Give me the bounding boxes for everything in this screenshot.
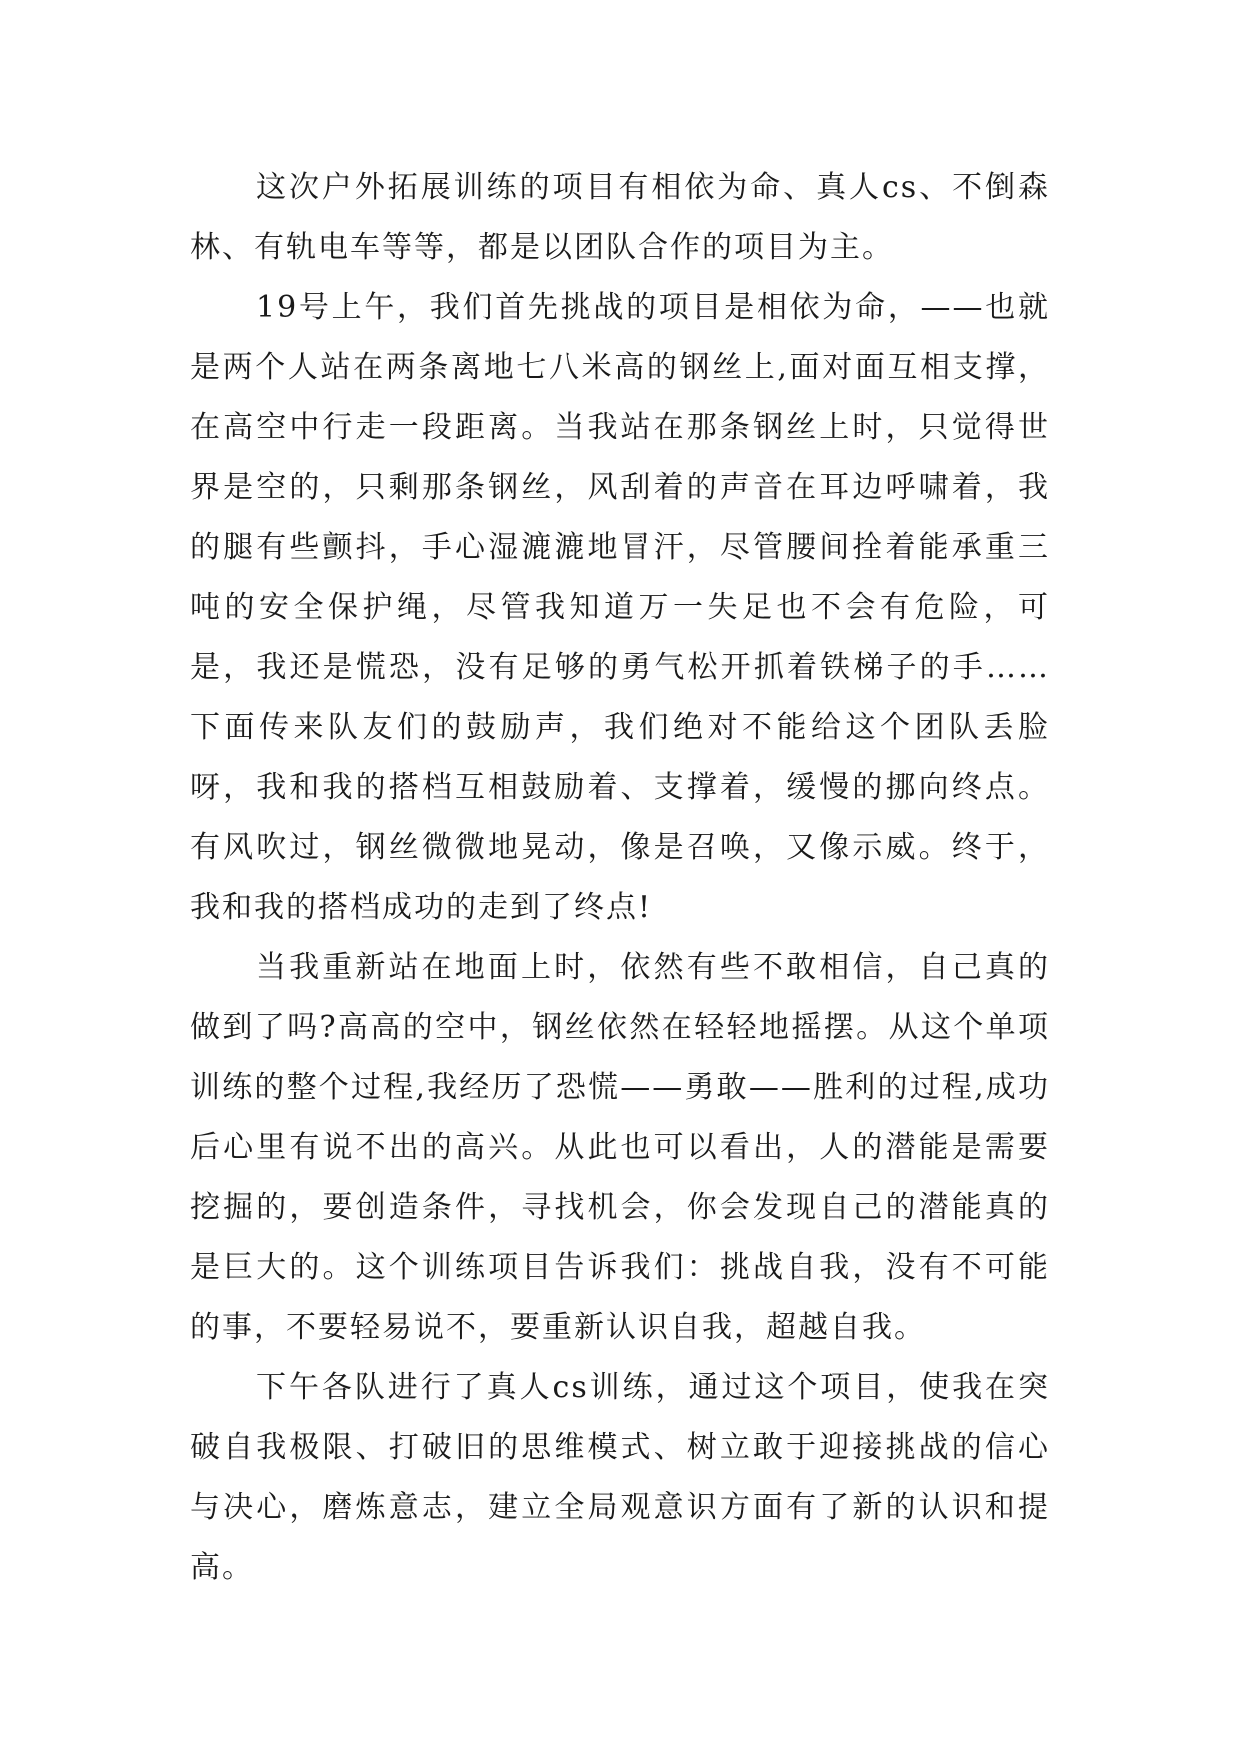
paragraph-4: 下午各队进行了真人cs训练，通过这个项目，使我在突破自我极限、打破旧的思维模式、树立敢于迎接挑战的信心与决心，磨炼意志，建立全局观意识方面有了新的认识和提高。 [190,1370,1050,1585]
document-body [190,158,1050,1598]
paragraph-2: 19号上午，我们首先挑战的项目是相依为命，——也就是两个人站在两条离地七八米高的钢丝上,面对面互相支撑，在高空中行走一段距离。当我站在那条钢丝上时，只觉得世界是空的，只剩那条钢丝，风刮着的声音在耳边呼啸着，我的腿有些颤抖，手心湿漉漉地冒汗，尽管腰间拴着能承重三吨的安全保护绳，尽管我知道万一失足也不会有危险，可是，我还是慌恐，没有足够的勇气松开抓着铁梯子的手……下面传来队友们的鼓励声，我们绝对不能给这个团队丢脸呀，我和我的搭档互相鼓励着、支撑着，缓慢的挪向终点。有风吹过，钢丝微微地晃动，像是召唤，又像示威。终于，我和我的搭档成功的走到了终点! [190,290,1050,925]
paragraph-1: 这次户外拓展训练的项目有相依为命、真人cs、不倒森林、有轨电车等等，都是以团队合作的项目为主。 [190,170,1050,265]
paragraph-3: 当我重新站在地面上时，依然有些不敢相信，自己真的做到了吗?高高的空中，钢丝依然在轻轻地摇摆。从这个单项训练的整个过程,我经历了恐慌——勇敢——胜利的过程,成功后心里有说不出的高兴。从此也可以看出，人的潜能是需要挖掘的，要创造条件，寻找机会，你会发现自己的潜能真的是巨大的。这个训练项目告诉我们：挑战自我，没有不可能的事，不要轻易说不，要重新认识自我，超越自我。 [190,950,1050,1345]
